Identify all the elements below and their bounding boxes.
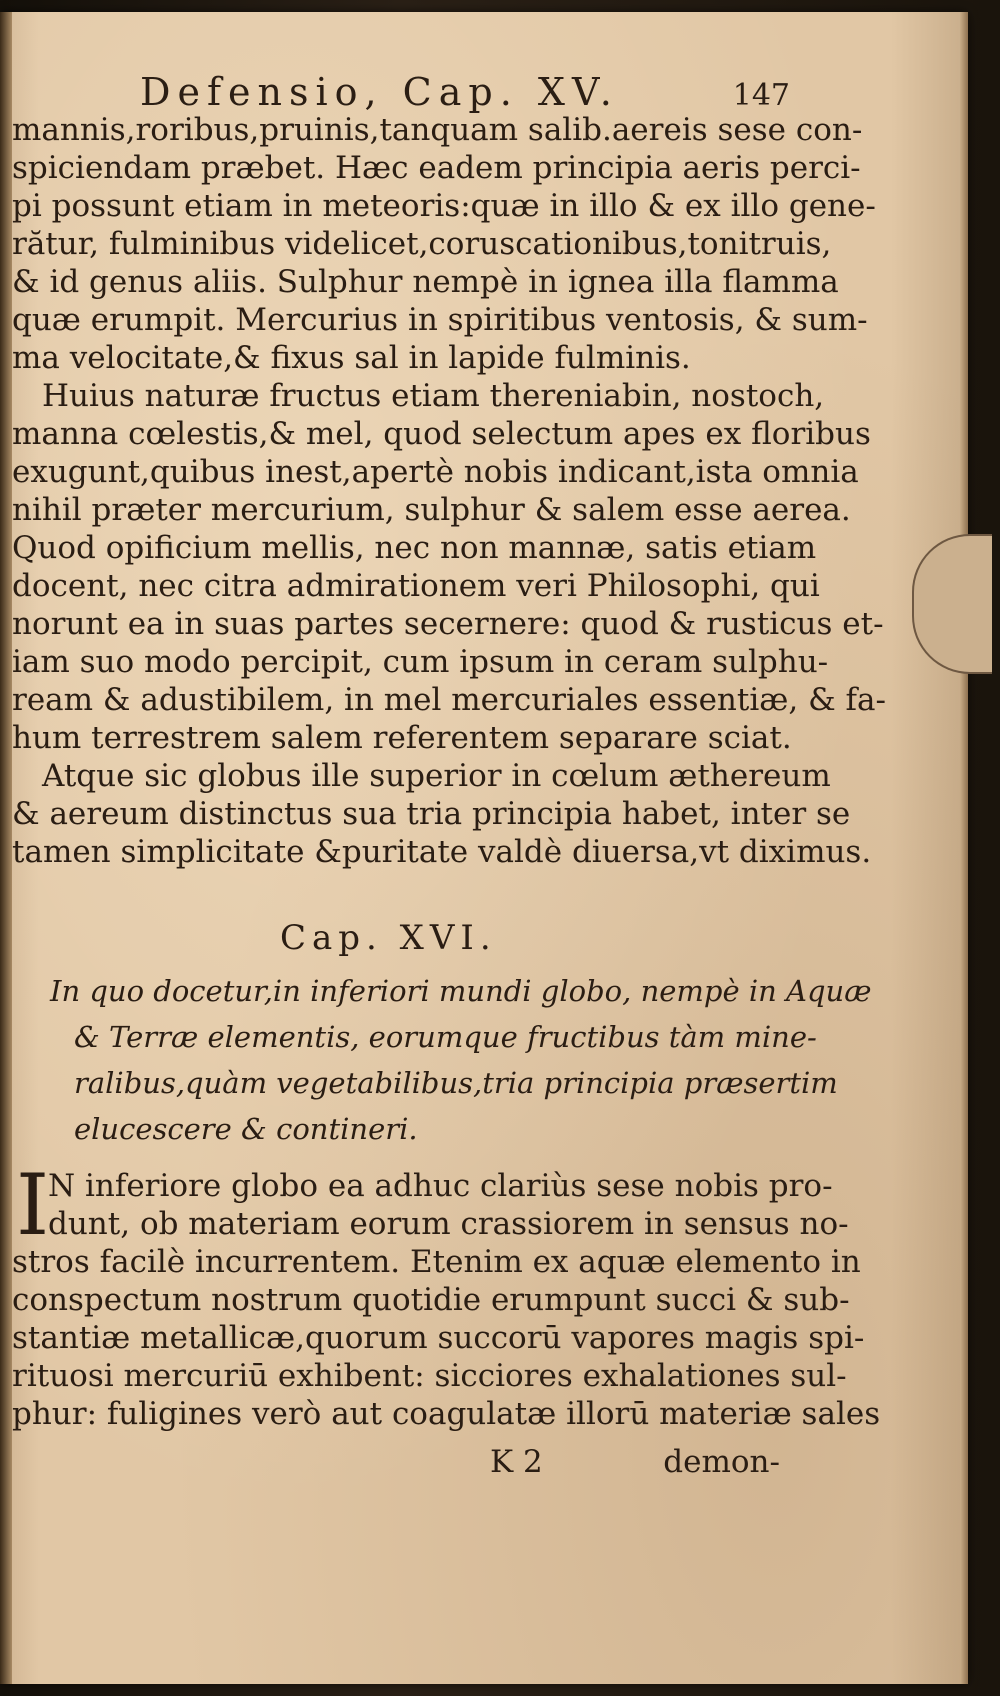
text-line: rituosi mercuriū exhibent: sicciores exhalationes sul- — [12, 1358, 847, 1394]
text-line: mannis,roribus,pruinis,tanquam salib.aereis sese con- — [12, 112, 863, 148]
text-line: & id genus aliis. Sulphur nempè in ignea illa flamma — [12, 264, 839, 300]
running-head — [140, 70, 790, 114]
text-line: iam suo modo percipit, cum ipsum in ceram sulphu- — [12, 644, 829, 680]
text-line: hum terrestrem salem referentem separare sciat. — [12, 720, 792, 756]
text-line: phur: fuligines verò aut coagulatæ illorū materiæ sales — [12, 1396, 881, 1432]
text-line: & aereum distinctus sua tria principia habet, inter se — [12, 796, 851, 832]
text-line: rătur, fulminibus videlicet,coruscationibus,tonitruis, — [12, 226, 832, 262]
chapter-heading: Cap. XVI. — [280, 918, 497, 958]
page-fore-edge — [960, 12, 968, 1684]
catchword: demon- — [663, 1444, 780, 1480]
text-line: stantiæ metallicæ,quorum succorū vapores magis spi- — [12, 1320, 865, 1356]
text-line: manna cœlestis,& mel, quod selectum apes ex floribus — [12, 416, 871, 452]
text-line: ream & adustibilem, in mel mercuriales essentiæ, & fa- — [12, 682, 886, 718]
text-line-paragraph-start: Huius naturæ fructus etiam thereniabin, nostoch, — [42, 378, 825, 414]
text-line: nihil præter mercurium, sulphur & salem esse aerea. — [12, 492, 851, 528]
text-line: Quod opificium mellis, nec non mannæ, satis etiam — [12, 530, 817, 566]
running-head-title: Defensio, Cap. XV. — [140, 70, 619, 114]
footer-line — [490, 1444, 780, 1484]
page-number: 147 — [732, 78, 790, 113]
text-line: docent, nec citra admirationem veri Philosophi, qui — [12, 568, 820, 604]
text-line: norunt ea in suas partes secernere: quod & rusticus et- — [12, 606, 884, 642]
summary-line: In quo docetur,in inferiori mundi globo, nempè in Aquæ — [50, 974, 872, 1008]
text-line: quæ erumpit. Mercurius in spiritibus ventosis, & sum- — [12, 302, 868, 338]
page-gutter — [0, 12, 12, 1684]
summary-line: & Terræ elementis, eorumque fructibus tàm mine- — [74, 1020, 817, 1054]
signature-mark: K 2 — [490, 1444, 543, 1480]
text-line: pi possunt etiam in meteoris:quæ in illo & ex illo gene- — [12, 188, 876, 224]
summary-line: ralibus,quàm vegetabilibus,tria principia præsertim — [74, 1066, 838, 1100]
text-line: tamen simplicitate &puritate valdè diuersa,vt diximus. — [12, 834, 872, 870]
text-line: spiciendam præbet. Hæc eadem principia aeris perci- — [12, 150, 861, 186]
text-line: ma velocitate,& fixus sal in lapide fulminis. — [12, 340, 691, 376]
text-line: dunt, ob materiam eorum crassiorem in sensus no- — [48, 1206, 849, 1242]
text-line: N inferiore globo ea adhuc clariùs sese nobis pro- — [48, 1168, 833, 1204]
summary-line: elucescere & contineri. — [74, 1112, 418, 1146]
text-line: conspectum nostrum quotidie erumpunt succi & sub- — [12, 1282, 850, 1318]
text-line-paragraph-start: Atque sic globus ille superior in cœlum æthereum — [42, 758, 831, 794]
page-clip-tab — [912, 534, 992, 674]
book-page — [0, 12, 968, 1684]
text-line: exugunt,quibus inest,apertè nobis indicant,ista omnia — [12, 454, 859, 490]
text-line: stros facilè incurrentem. Etenim ex aquæ elemento in — [12, 1244, 861, 1280]
drop-cap-initial: I — [16, 1156, 50, 1254]
